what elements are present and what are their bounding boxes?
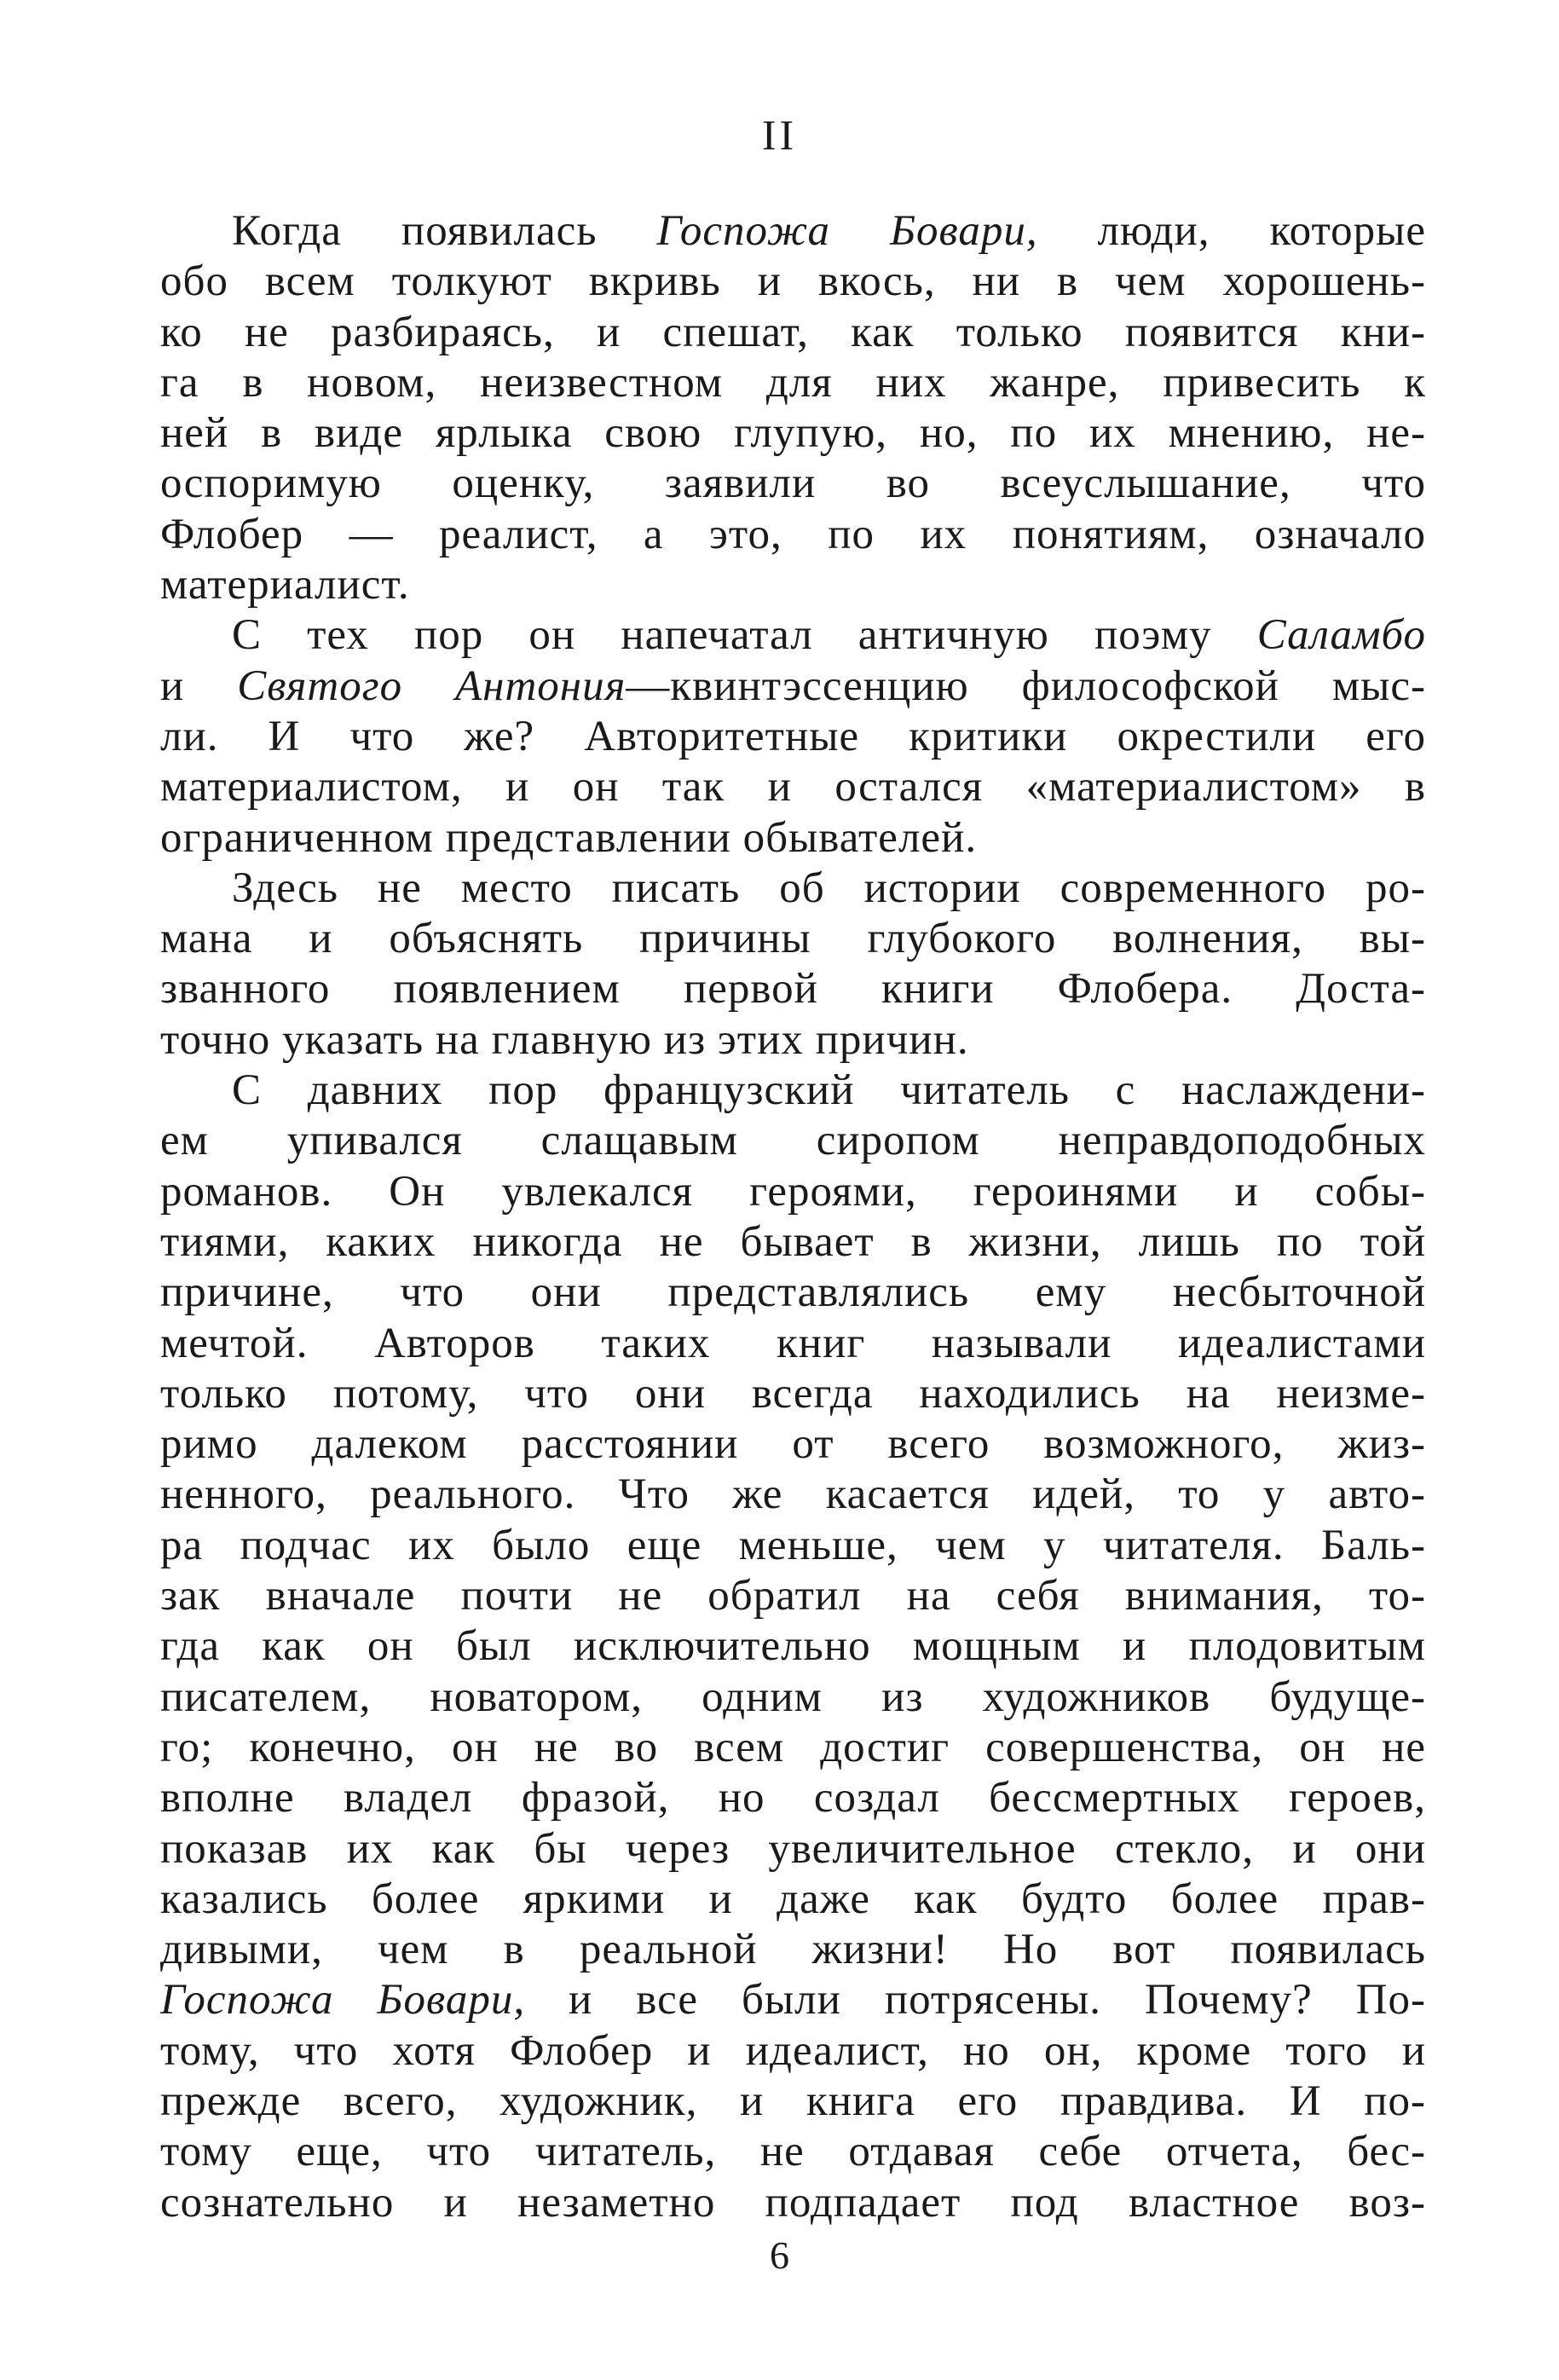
text-line: [160, 1723, 1426, 1773]
chapter-number: II: [761, 111, 798, 159]
text-run: писателем, новатором, одним из художников будуще-: [160, 1672, 1426, 1721]
text-run: Когда появилась: [232, 207, 657, 255]
text-line: [160, 610, 1426, 661]
text-run: оспоримую оценку, заявили во всеуслышание, что: [160, 459, 1426, 508]
italic-title: Госпожа Бовари,: [656, 207, 1038, 255]
text-run: романов. Он увлекался героями, героинями и собы-: [160, 1167, 1426, 1216]
text-line: [160, 1419, 1426, 1470]
text-run: римо далеком расстоянии от всего возможного, жиз-: [160, 1420, 1426, 1469]
text-run: —квинтэссенцию философской мыс-: [626, 661, 1426, 710]
text-line: [160, 1319, 1426, 1369]
text-line: [160, 2178, 1426, 2228]
text-run: дивыми, чем в реальной жизни! Но вот появилась: [160, 1926, 1426, 1974]
text-run: ра подчас их было еще меньше, чем у читателя. Баль-: [160, 1521, 1426, 1569]
text-line: [160, 459, 1426, 509]
text-line: [160, 1925, 1426, 1975]
text-run: мечтой. Авторов таких книг называли идеалистами: [160, 1319, 1426, 1367]
text-line: [160, 1116, 1426, 1166]
text-run: тому, что хотя Флобер и идеалист, но он, кроме того и: [160, 2026, 1426, 2075]
text-run: ограниченном представлении обывателей.: [160, 813, 978, 862]
text-line: [160, 1875, 1426, 1925]
text-run: материалист.: [160, 561, 410, 609]
text-line: [160, 1470, 1426, 1520]
text-line: [160, 358, 1426, 408]
text-line: [160, 1824, 1426, 1875]
text-line: [160, 1066, 1426, 1116]
text-line: [160, 864, 1426, 914]
text-run: и все были потрясены. Почему? По-: [525, 1976, 1426, 2025]
text-line: [160, 1571, 1426, 1621]
text-run: материалистом, и он так и остался «материалистом» в: [160, 763, 1426, 812]
text-run: С давних пор французский читатель с наслаждени-: [232, 1066, 1426, 1115]
text-run: мана и объяснять причины глубокого волнения, вы-: [160, 915, 1426, 963]
text-line: [160, 914, 1426, 964]
text-run: гда как он был исключительно мощным и плодовитым: [160, 1622, 1426, 1671]
text-line: [160, 1672, 1426, 1723]
text-run: ней в виде ярлыка свою глупую, но, по их мнению, не-: [160, 409, 1426, 458]
text-line: [160, 1369, 1426, 1419]
text-run: званного появлением первой книги Флобера. Доста-: [160, 965, 1426, 1014]
text-run: Флобер — реалист, а это, по их понятиям, означало: [160, 510, 1426, 558]
italic-title: Святого Антония: [237, 661, 626, 710]
italic-title: Саламбо: [1256, 611, 1426, 660]
text-run: ненного, реального. Что же касается идей, то у авто-: [160, 1470, 1426, 1519]
text-run: причине, что они представлялись ему несбыточной: [160, 1268, 1426, 1317]
text-line: [160, 257, 1426, 307]
text-line: [160, 1521, 1426, 1571]
text-line: [160, 206, 1426, 257]
text-line: [160, 762, 1426, 812]
text-line: [160, 1167, 1426, 1217]
text-run: ко не разбираясь, и спешат, как только появится кни-: [160, 308, 1426, 356]
text-run: го; конечно, он не во всем достиг совершенства, он не: [160, 1723, 1426, 1771]
text-line: [160, 1217, 1426, 1268]
text-line: [160, 308, 1426, 358]
text-run: обо всем толкуют вкривь и вкось, ни в чем хорошень-: [160, 257, 1426, 306]
paragraph: [160, 864, 1426, 1066]
paragraph: [160, 610, 1426, 863]
paragraph: [160, 206, 1426, 610]
text-line: [160, 560, 1426, 610]
text-run: ли. И что же? Авторитетные критики окрестили его: [160, 712, 1426, 760]
text-run: тиями, каких никогда не бывает в жизни, лишь по той: [160, 1217, 1426, 1266]
text-run: га в новом, неизвестном для них жанре, привесить к: [160, 358, 1426, 407]
text-line: [160, 2127, 1426, 2177]
text-line: [160, 712, 1426, 762]
text-line: [160, 1015, 1426, 1066]
text-line: [160, 1621, 1426, 1672]
text-run: вполне владел фразой, но создал бессмертных героев,: [160, 1774, 1426, 1823]
text-line: [160, 2026, 1426, 2077]
text-line: [160, 408, 1426, 459]
text-run: С тех пор он напечатал античную поэму: [232, 611, 1257, 660]
text-run: показав их как бы через увеличительное стекло, и они: [160, 1824, 1426, 1873]
text-run: точно указать на главную из этих причин.: [160, 1015, 969, 1064]
text-run: ем упивался слащавым сиропом неправдоподобных: [160, 1117, 1426, 1165]
text-run: сознательно и незаметно подпадает под властное воз-: [160, 2178, 1426, 2227]
italic-title: Госпожа Бовари,: [160, 1976, 526, 2025]
text-line: [160, 1773, 1426, 1823]
text-line: [160, 510, 1426, 560]
text-line: [160, 813, 1426, 864]
text-line: [160, 964, 1426, 1014]
text-run: прежде всего, художник, и книга его правдива. И по-: [160, 2077, 1426, 2125]
text-run: Здесь не место писать об истории современного ро-: [232, 864, 1426, 912]
text-line: [160, 1975, 1426, 2025]
text-run: тому еще, что читатель, не отдавая себе отчета, бес-: [160, 2128, 1426, 2176]
page-number: 6: [770, 2233, 789, 2277]
text-run: и: [160, 661, 238, 710]
text-run: люди, которые: [1037, 207, 1426, 255]
body-text: [160, 206, 1426, 2228]
text-run: казались более яркими и даже как будто более прав-: [160, 1875, 1426, 1923]
paragraph: [160, 1066, 1426, 2228]
text-line: [160, 1268, 1426, 1318]
text-line: [160, 661, 1426, 712]
text-line: [160, 2077, 1426, 2127]
text-run: только потому, что они всегда находились на неизме-: [160, 1369, 1426, 1418]
text-run: зак вначале почти не обратил на себя внимания, то-: [160, 1572, 1426, 1620]
